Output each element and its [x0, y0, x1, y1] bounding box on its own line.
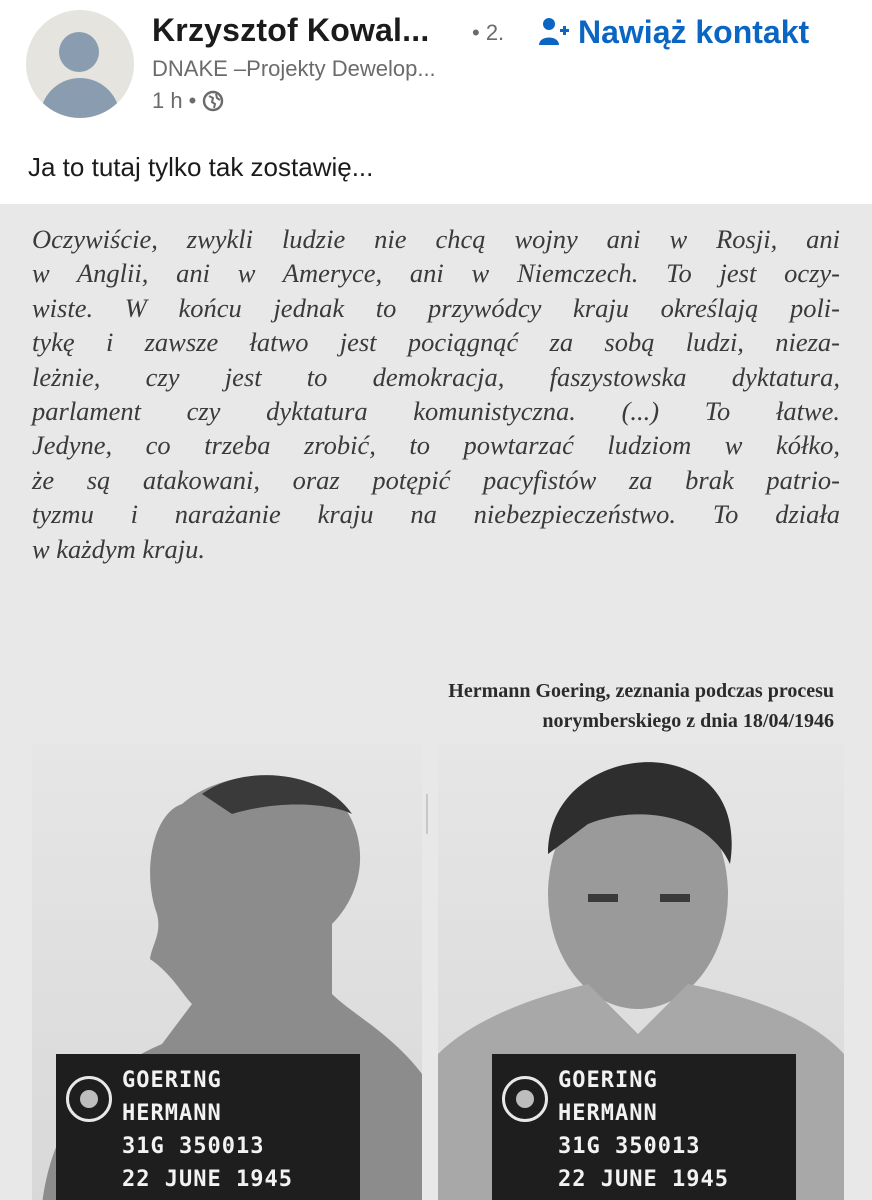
- post-text: Ja to tutaj tylko tak zostawię...: [28, 152, 374, 182]
- quote-line: w każdym kraju.: [32, 533, 205, 564]
- quote-line: Jedyne, co trzeba zrobić, to powtarzać ludziom w kółko,: [32, 430, 840, 461]
- globe-icon: [202, 90, 224, 112]
- quote-line: wiste. W końcu jednak to przywódcy kraju określają poli-: [32, 292, 840, 323]
- attribution-line: norymberskiego z dnia 18/04/1946: [542, 710, 834, 732]
- photo-divider: [426, 794, 428, 834]
- connect-button[interactable]: [536, 10, 809, 54]
- quote-line: parlament czy dyktatura komunistyczna. (...) To łatwe.: [32, 395, 840, 426]
- placard-line: 22 JUNE 1945: [122, 1167, 293, 1192]
- quote-line: Oczywiście, zwykli ludzie nie chcą wojny ani w Rosji, ani: [32, 224, 840, 254]
- seal-icon: [502, 1076, 548, 1122]
- connect-label: Nawiąż kontakt: [578, 13, 810, 50]
- avatar[interactable]: [26, 10, 134, 118]
- placard-line: GOERING: [558, 1068, 658, 1093]
- avatar-head-shape: [59, 32, 99, 72]
- meta-separator: •: [188, 88, 197, 113]
- quote-line: że są atakowani, oraz potępić pacyfistów za brak patrio-: [32, 464, 840, 495]
- quote-attribution: [448, 676, 834, 736]
- attribution-line: Hermann Goering, zeznania podczas procesu: [448, 680, 834, 702]
- add-person-icon: [536, 15, 570, 49]
- avatar-shoulders-shape: [40, 78, 120, 118]
- quote-line: tyzmu i narażanie kraju na niebezpieczeństwo. To działa: [32, 499, 840, 530]
- placard-line: GOERING: [122, 1068, 222, 1093]
- placard-line: HERMANN: [122, 1101, 222, 1126]
- placard-line: 22 JUNE 1945: [558, 1167, 729, 1192]
- placard-line: HERMANN: [558, 1101, 658, 1126]
- author-name[interactable]: Krzysztof Kowal...: [152, 12, 430, 48]
- quote-line: leżnie, czy jest to demokracja, faszystowska dyktatura,: [32, 361, 840, 392]
- placard-line: 31G 350013: [122, 1134, 265, 1159]
- quote-line: w Anglii, ani w Ameryce, ani w Niemczech. To jest oczy-: [32, 258, 840, 289]
- post-image[interactable]: [0, 204, 872, 1200]
- connection-degree: • 2.: [472, 20, 505, 45]
- placard-line: 31G 350013: [558, 1134, 701, 1159]
- prisoner-placard: [492, 1054, 796, 1200]
- quote-line: tykę i zawsze łatwo jest pociągnąć za sobą ludzi, nieza-: [32, 327, 840, 358]
- author-headline: DNAKE –Projekty Dewelop...: [152, 56, 436, 81]
- seal-icon: [66, 1076, 112, 1122]
- mugshot-photos: [0, 744, 872, 1200]
- prisoner-placard: [56, 1054, 360, 1200]
- post-meta: [152, 88, 224, 114]
- quote-text: [32, 222, 840, 566]
- post-time: 1 h: [152, 88, 183, 113]
